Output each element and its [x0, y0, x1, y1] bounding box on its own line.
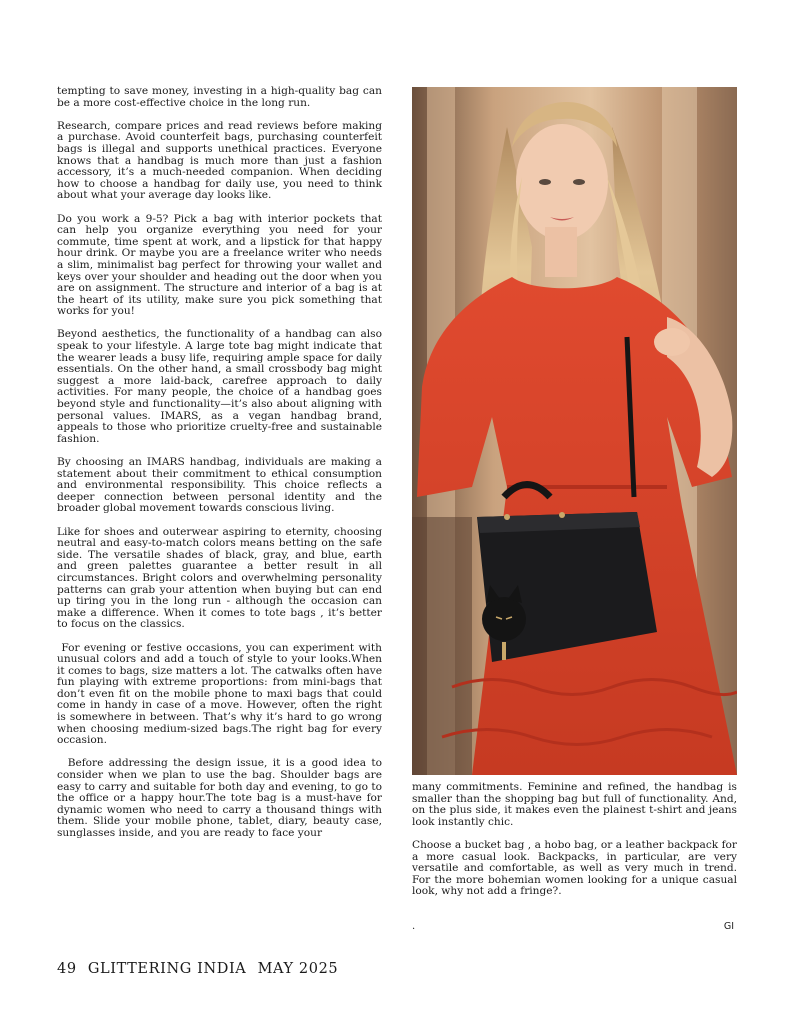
paragraph: Before addressing the design issue, it is a good idea to consider when we plan to use the bag. Shoulder bags are easy to carry and suitable for both day and evening, to go to the office or a happy hour.The tote bag is a must-have for dynamic women who need to carry a thousand things with them. Slide your mobile phone, tablet, diary, beauty case, sunglasses inside, and you are ready to face your — [57, 757, 386, 839]
paragraph: tempting to save money, investing in a high-quality bag can be a more cost-effective choice in the long run. — [57, 85, 382, 109]
paragraph: Choose a bucket bag , a hobo bag, or a leather backpack for a more casual look. Backpacks, in particular, are very versatile and comfortable, as well as very much in trend. For the more bohemian women looking for a unique casual look, why not add a fringe?. — [412, 838, 737, 898]
photo-illustration — [412, 87, 737, 775]
paragraph: For evening or festive occasions, you can experiment with unusual colors and add a touch of style to your looks.When it comes to bags, size matters a lot. The catwalks often have fun playing with extreme proportions: from mini-bags that don’t even fit on the mobile phone to maxi bags that could come in handy in case of a move. However, often the right is somewhere in between. That’s why it’s hard to go wrong when choosing medium-sized bags.The right bag for every occasion. — [57, 641, 386, 747]
issue-date: MAY 2025 — [257, 961, 339, 977]
magazine-name: GLITTERING INDIA — [87, 961, 247, 977]
paragraph: Research, compare prices and read reviews before making a purchase. Avoid counterfeit bags, purchasing counterfeit bags is illegal and supports unethical practices. Everyone knows that a handbag is much more than just a fashion accessory, it’s a much-needed companion. When deciding how to choose a handbag for daily use, you need to think about what your average day looks like. — [57, 119, 382, 202]
model-with-handbag-photo — [412, 87, 737, 775]
paragraph: Like for shoes and outerwear aspiring to eternity, choosing neutral and easy-to-match colors means betting on the safe side. The versatile shades of black, gray, and blue, earth and green palettes guarantee a better result in all circumstances. Bright colors and overwhelming personality patterns can grab your attention when buying but can end up tiring you in the long run - although the occasion can make a difference. When it comes to tote bags , it’s better to focus on the classics. — [57, 525, 382, 631]
left-text-column — [57, 85, 386, 851]
trailing-dot: . — [412, 921, 416, 932]
paragraph: Beyond aesthetics, the functionality of a handbag can also speak to your lifestyle. A large tote bag might indicate that the wearer leads a busy life, requiring ample space for daily essentials. On the other hand, a small crossbody bag might suggest a more laid-back, carefree approach to daily activities. For many people, the choice of a handbag goes beyond style and functionality—it’s also about aligning with personal values. IMARS, as a vegan handbag brand, appeals to those who prioritize cruelty-free and sustainable fashion. — [57, 328, 382, 445]
paragraph: By choosing an IMARS handbag, individuals are making a statement about their commitment to ethical consumption and environmental responsibility. This choice reflects a deeper connection between personal identity and the broader global movement towards conscious living. — [57, 456, 382, 515]
paragraph: Do you work a 9-5? Pick a bag with interior pockets that can help you organize everything you need for your commute, time spent at work, and a lipstick for that happy hour drink. Or maybe you are a freelance writer who needs a slim, minimalist bag perfect for throwing your wallet and keys over your shoulder and heading out the door when you are on assignment. The structure and interior of a bag is at the heart of its utility, make sure you pick something that works for you! — [57, 212, 382, 318]
author-byline: GI — [723, 921, 734, 932]
right-text-column — [412, 782, 737, 910]
paragraph: many commitments. Feminine and refined, the handbag is smaller than the shopping bag but full of functionality. And, on the plus side, it makes even the plainest t-shirt and jeans look instantly chic. — [412, 781, 737, 828]
page-number: 49 — [57, 961, 77, 977]
page-footer — [57, 961, 344, 977]
